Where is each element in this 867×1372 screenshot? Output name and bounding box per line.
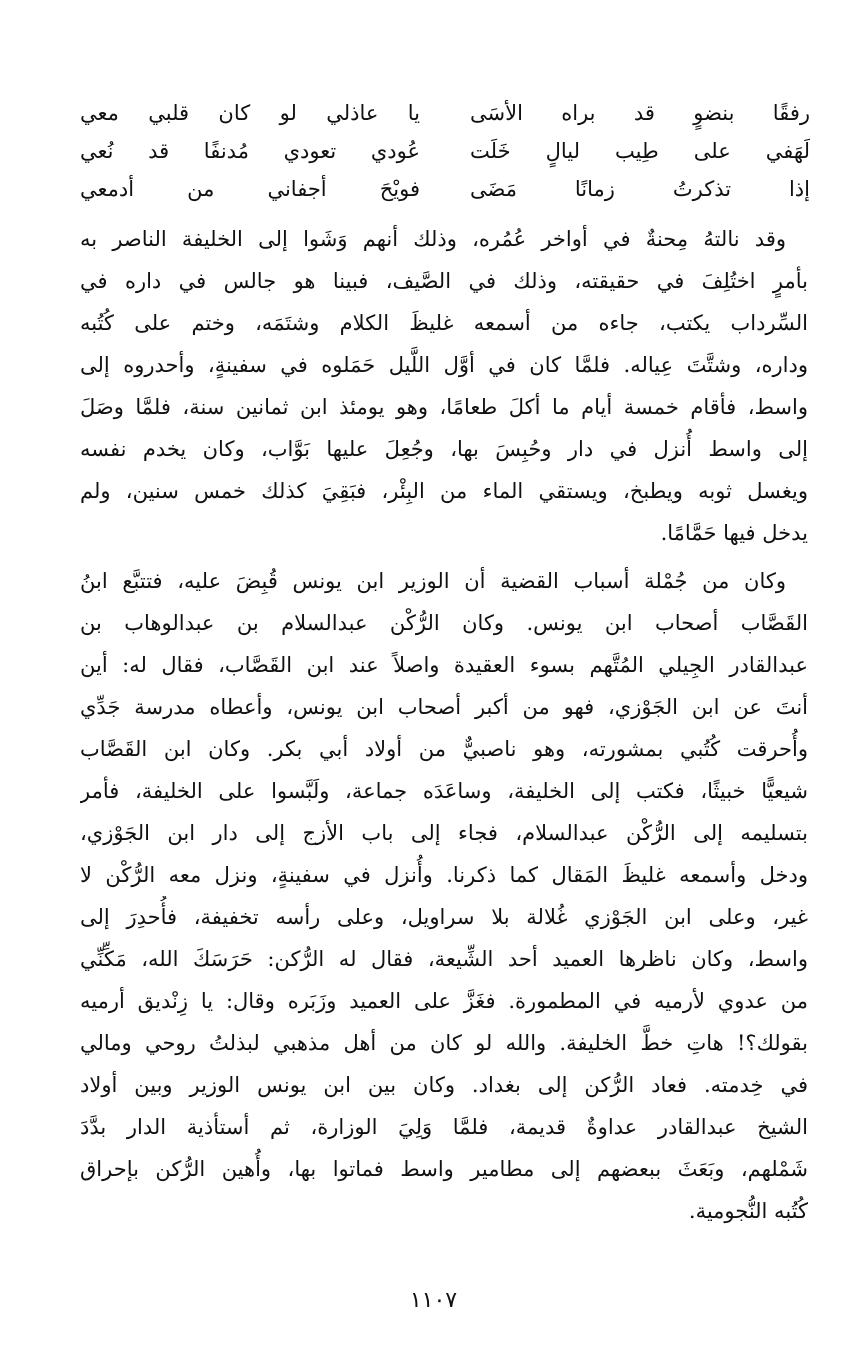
text-line: بأمرٍ اختُلِفَ في حقيقته، وذلك في الصَّيف، فبينا هو جالس في داره في — [80, 269, 808, 293]
verse-second-hemistich: يا عاذلي لو كان قلبي معي — [80, 101, 420, 125]
text-line: وداره، وشتَّتَ عِياله. فلمَّا كان في أوَّل اللَّيل حَمَلوه في سفينةٍ، وأحدروه إلى — [80, 353, 808, 377]
text-line: في خِدمته. فعاد الرُّكن إلى بغداد. وكان بين ابن يونس الوزير وبين أولاد — [80, 1073, 808, 1097]
text-line: بقولك؟! هاتِ خطَّ الخليفة. والله لو كان من أهل مذهبي لبذلتُ روحي ومالي — [80, 1031, 808, 1055]
verse-line — [80, 132, 810, 170]
paragraph-2 — [80, 560, 808, 1232]
page-number: ١١٠٧ — [409, 1288, 458, 1313]
text-line: من عدوي لأرميه في المطمورة. فغَزَّ على العميد وزَبَره وقال: يا زِنْديق أرميه — [80, 989, 808, 1013]
text-line: وأُحرقت كُتُبي بمشورته، وهو ناصبيٌّ من أولاد أبي بكر. وكان ابن القَصَّاب — [80, 737, 808, 761]
verse-first-hemistich: رفقًا بنضوٍ قد براه الأسَى — [470, 101, 810, 125]
text-line: بتسليمه إلى الرُّكْن عبدالسلام، فجاء إلى باب الأزج إلى دار ابن الجَوْزي، — [80, 821, 808, 845]
text-line: القَصَّاب أصحاب ابن يونس. وكان الرُّكْن عبدالسلام بن عبدالوهاب بن — [80, 611, 808, 635]
text-line: إلى واسط أُنزل في دار وحُبِسَ بها، وجُعِلَ عليها بَوَّاب، وكان يخدم نفسه — [80, 437, 808, 461]
text-line: يدخل فيها حَمَّامًا. — [660, 521, 808, 545]
text-line: أنتَ عن ابن الجَوْزي، فهو من أكبر أصحاب ابن يونس، وأعطاه مدرسة جَدِّي — [80, 695, 808, 719]
paragraph-1 — [80, 218, 808, 554]
text-line: وكان من جُمْلة أسباب القضية أن الوزير ابن يونس قُبِضَ عليه، فتتبَّع ابنُ — [80, 569, 786, 593]
text-line: واسط، وكان ناظرها العميد أحد الشِّيعة، فقال له الرُّكن: حَرَسَكَ الله، مَكِّنِّي — [80, 947, 808, 971]
verse-second-hemistich: فويْحَ أجفاني من أدمعي — [80, 177, 420, 201]
text-line: شيعيًّا خبيثًا، فكتب إلى الخليفة، وساعَدَه جماعة، ولَبَّسوا على الخليفة، فأمر — [80, 779, 808, 803]
verse-line — [80, 94, 810, 132]
text-line: السِّرداب يكتب، جاءه من أسمعه غليظَ الكلام وشتَمَه، وختم على كُتُبه — [80, 311, 808, 335]
text-line: غير، وعلى ابن الجَوْزي غُلالة بلا سراويل، وعلى رأسه تخفيفة، فأُحدِرَ إلى — [80, 905, 808, 929]
verse-second-hemistich: عُودي تعودي مُدنفًا قد نُعي — [80, 139, 420, 163]
verse-first-hemistich: لَهَفي على طِيب ليالٍ خَلَت — [470, 139, 810, 163]
text-line: شَمْلهم، وبَعَثَ ببعضهم إلى مطامير واسط فماتوا بها، وأُهين الرُّكن بإحراق — [80, 1157, 808, 1181]
text-line: عبدالقادر الجِيلي المُتَّهم بسوء العقيدة واصلاً عند ابن القَصَّاب، فقال له: أين — [80, 653, 808, 677]
poem-verses — [80, 94, 810, 208]
text-line: ويغسل ثوبه ويطبخ، ويستقي الماء من البِئْر، فبَقِيَ كذلك خمس سنين، ولم — [80, 479, 808, 503]
text-line: الشيخ عبدالقادر عداوةٌ قديمة، فلمَّا وَلِيَ الوزارة، ثم أستأذية الدار بدَّدَ — [80, 1115, 808, 1139]
verse-first-hemistich: إذا تذكرتُ زمانًا مَضَى — [470, 177, 810, 201]
text-line: ودخل وأسمعه غليظَ المَقال كما ذكرنا. وأُنزل في سفينةٍ، ونزل معه الرُّكْن لا — [80, 863, 808, 887]
verse-line — [80, 170, 810, 208]
text-line: واسط، فأقام خمسة أيام ما أكلَ طعامًا، وهو يومئذ ابن ثمانين سنة، فلمَّا وصَلَ — [80, 395, 808, 419]
text-line: كُتُبه النُّجومية. — [688, 1199, 808, 1223]
text-line: وقد نالتهُ مِحنةٌ في أواخر عُمُره، وذلك أنهم وَشَوا إلى الخليفة الناصر به — [80, 227, 786, 251]
